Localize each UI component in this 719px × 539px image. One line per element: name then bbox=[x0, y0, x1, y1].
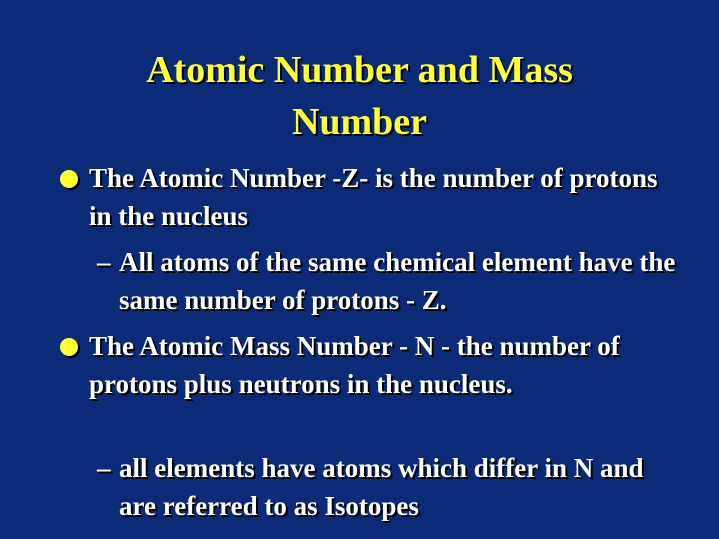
slide-title bbox=[0, 44, 719, 148]
bullet-dot-icon bbox=[60, 338, 78, 356]
sub-bullet-2: all elements have atoms which differ in N and are referred to as Isotopes bbox=[119, 453, 644, 521]
bullet-dot-icon bbox=[60, 170, 78, 188]
title-line-2: Number bbox=[291, 101, 428, 143]
dash-icon: – bbox=[97, 453, 111, 483]
bullet-1: The Atomic Number -Z- is the number of protons in the nucleus bbox=[89, 163, 658, 231]
sub-bullet-1: All atoms of the same chemical element have the same number of protons - Z. bbox=[119, 247, 676, 315]
bullet-2: The Atomic Mass Number - N - the number of protons plus neutrons in the nucleus. bbox=[89, 331, 620, 399]
title-line-1: Atomic Number and Mass bbox=[146, 49, 573, 91]
dash-icon: – bbox=[97, 247, 111, 277]
